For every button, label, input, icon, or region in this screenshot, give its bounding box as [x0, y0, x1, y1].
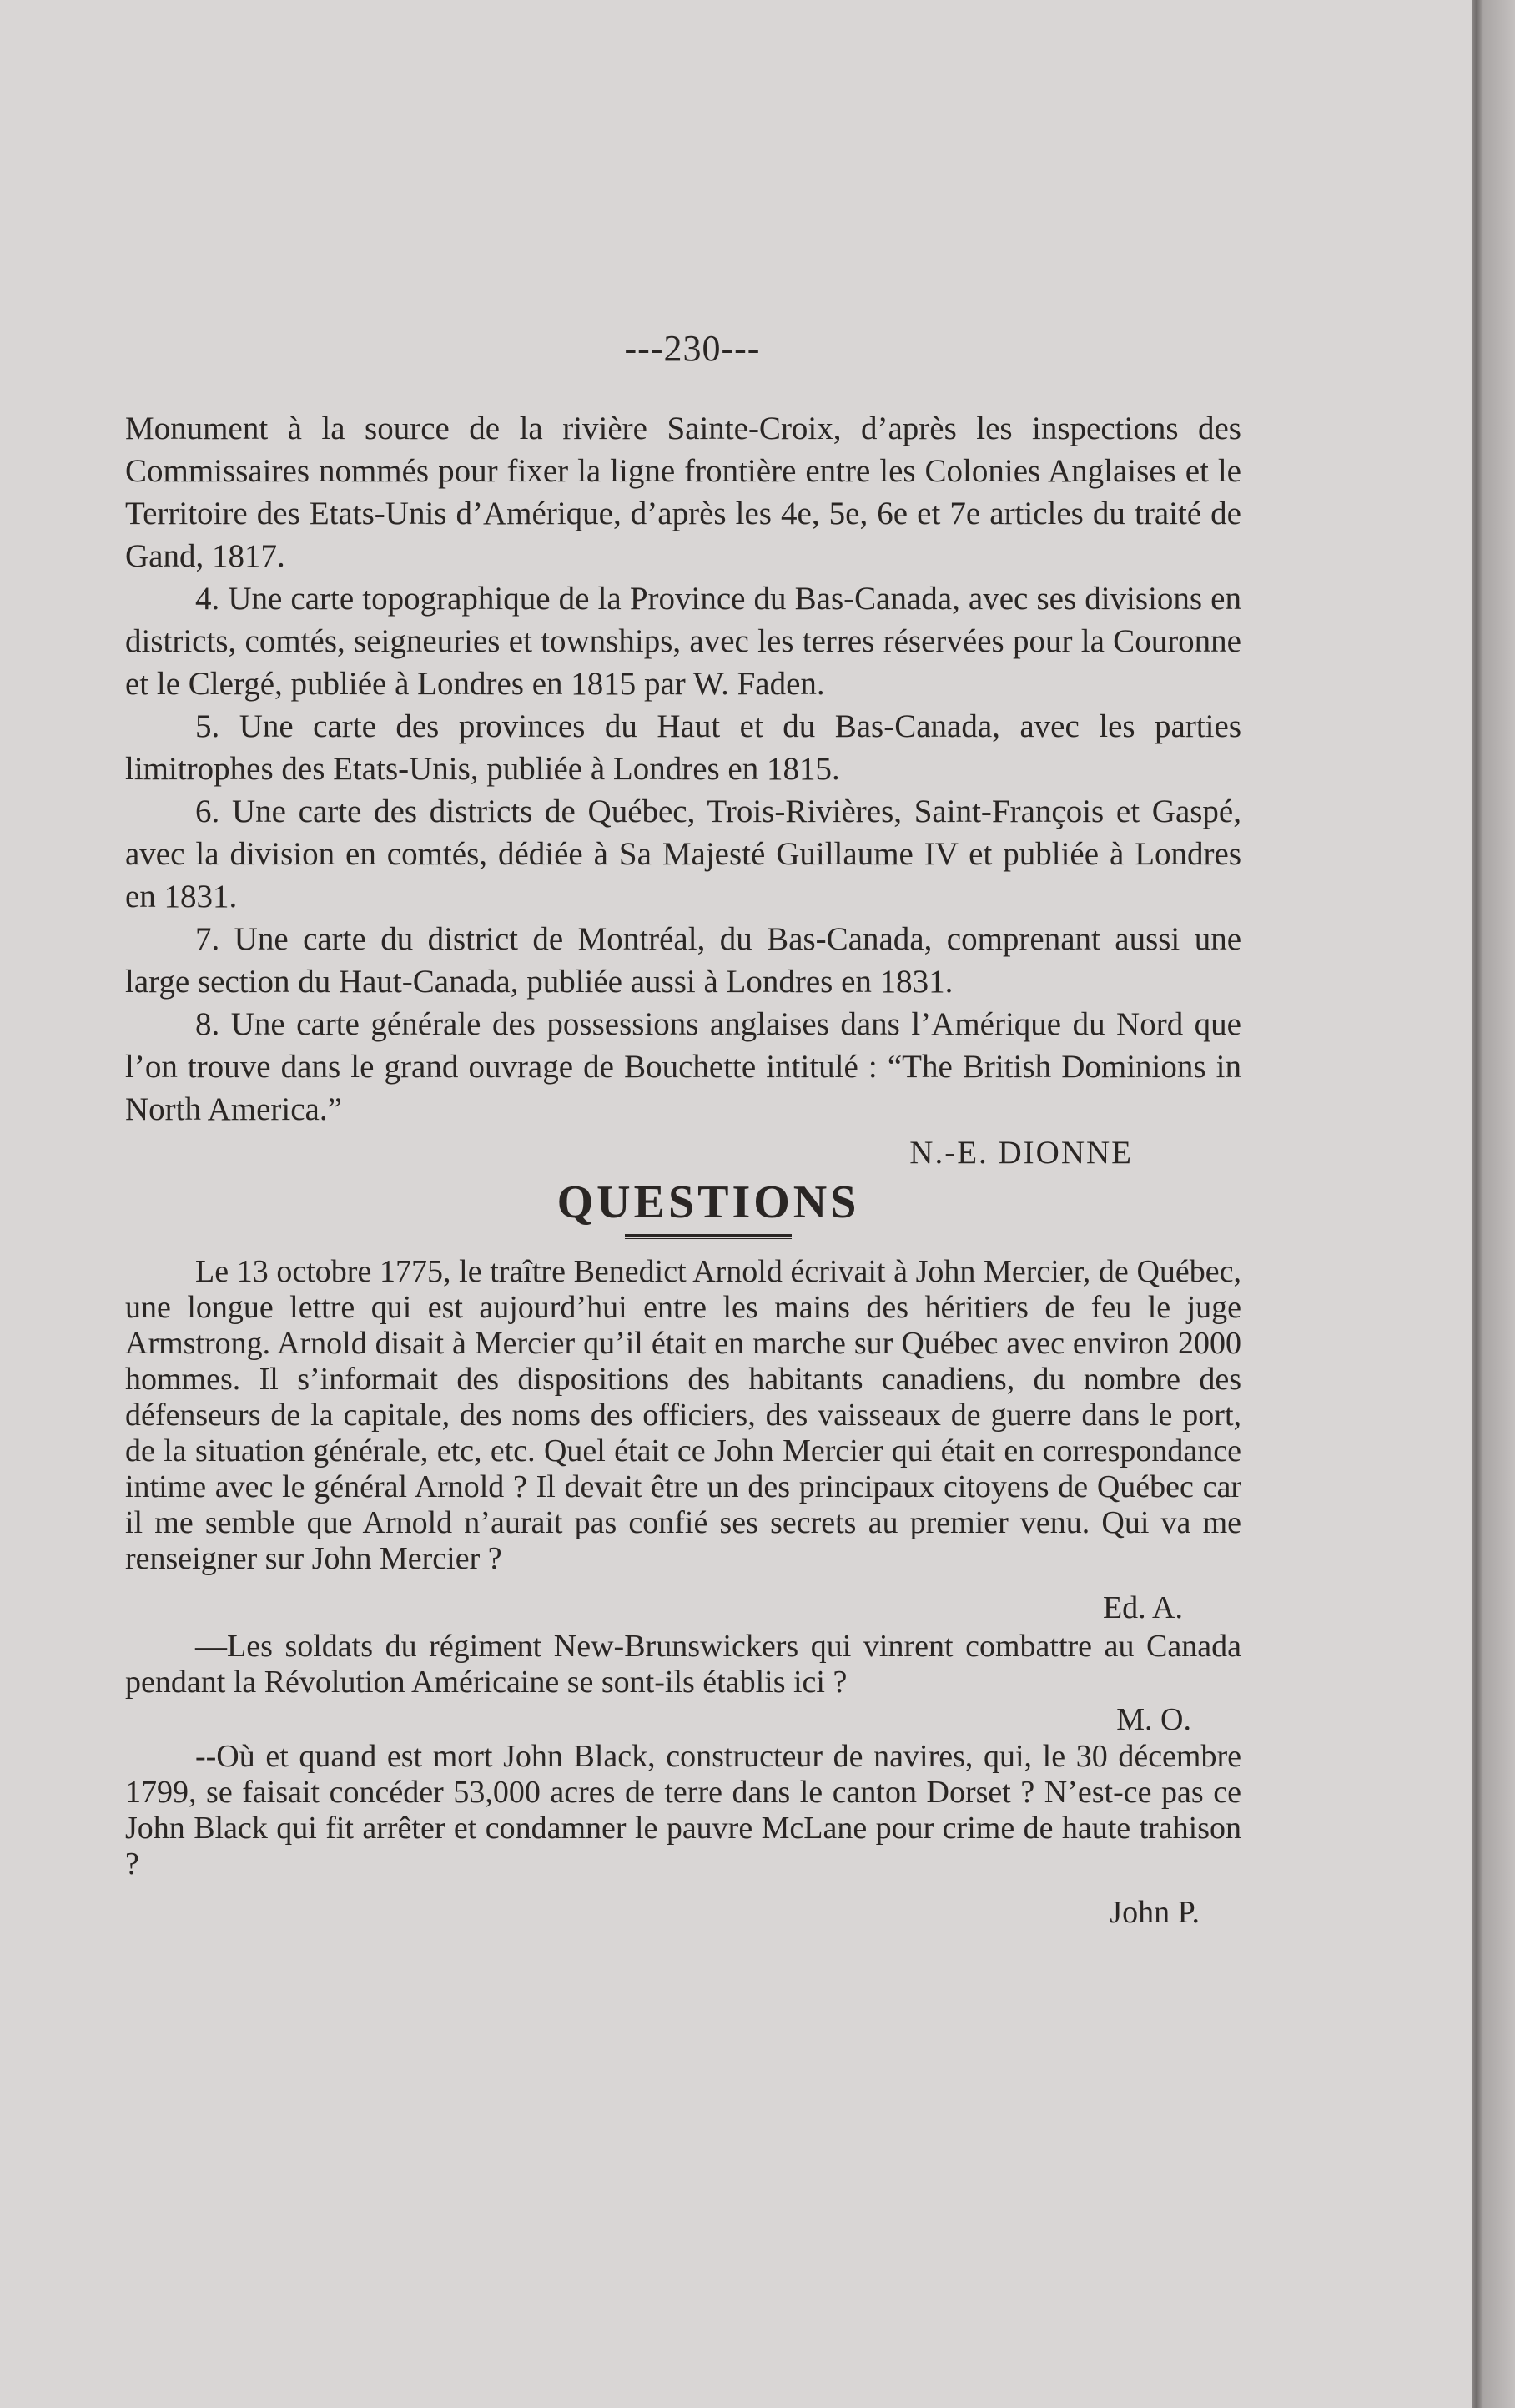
list-item-6: 6. Une carte des districts de Québec, Trois-Rivières, Saint-François et Gaspé, avec la division en comtés, dédiée à Sa Majesté Guillaume IV et publiée à Londres en 1831.: [125, 793, 1241, 914]
question-1-signature: Ed. A.: [1102, 1590, 1183, 1625]
paragraph-continuation: Monument à la source de la rivière Sainte-Croix, d’après les inspections des Commissaires nommés pour fixer la ligne frontière entre les Colonies Anglaises et le Territoire des Etats-Unis d’Amérique, d’après les 4e, 5e, 6e et 7e articles du traité de Gand, 1817.: [125, 411, 1241, 574]
question-3: --Où et quand est mort John Black, constructeur de navires, qui, le 30 décembre 1799, se faisait concéder 53,000 acres de terre dans le canton Dorset ? N’est-ce pas ce John Black qui fit arrêter et condamner le pauvre McLane pour crime de haute trahison ?: [125, 1739, 1241, 1882]
question-1: Le 13 octobre 1775, le traître Benedict Arnold écrivait à John Mercier, de Québec, une longue lettre qui est aujourd’hui entre les mains des héritiers de feu le juge Armstrong. Arnold disait à Mercier qu’il était en marche sur Québec avec environ 2000 hommes. Il s’informait des dispositions des habitants canadiens, du nombre des défenseurs de la capitale, des noms des officiers, des vaisseaux de guerre dans le port, de la situation générale, etc, etc. Quel était ce John Mercier qui était en correspondance intime avec le général Arnold ? Il devait être un des principaux citoyens de Québec car il me semble que Arnold n’aurait pas confié ses secrets au premier venu. Qui va me renseigner sur John Mercier ?: [125, 1254, 1241, 1576]
list-item-8: 8. Une carte générale des possessions anglaises dans l’Amérique du Nord que l’on trouve dans le grand ouvrage de Bouchette intitulé : “The British Dominions in North America.”: [125, 1006, 1241, 1127]
heading-rule: [625, 1234, 792, 1239]
question-2: —Les soldats du régiment New-Brunswickers qui vinrent combattre au Canada pendant la Révolution Américaine se sont-ils établis ici ?: [125, 1629, 1241, 1700]
page-number: ---230---: [624, 328, 761, 369]
list-item-7: 7. Une carte du district de Montréal, du Bas-Canada, comprenant aussi une large section du Haut-Canada, publiée aussi à Londres en 1831.: [125, 921, 1241, 1000]
section-heading: QUESTIONS: [556, 1176, 860, 1228]
main-text: [125, 407, 1241, 1939]
list-item-5: 5. Une carte des provinces du Haut et du Bas-Canada, avec les parties limitrophes des Etats-Unis, publiée à Londres en 1815.: [125, 708, 1241, 787]
page-edge: [1472, 0, 1515, 2408]
questions-section: [125, 1254, 1241, 1939]
question-2-signature: M. O.: [1116, 1702, 1191, 1737]
list-item-4: 4. Une carte topographique de la Province du Bas-Canada, avec ses divisions en districts, comtés, seigneuries et townships, avec les terres réservées pour la Couronne et le Clergé, publiée à Londres en 1815 par W. Faden.: [125, 581, 1241, 702]
article-signature: N.-E. DIONNE: [909, 1135, 1133, 1171]
question-3-signature: John P.: [1110, 1895, 1200, 1930]
